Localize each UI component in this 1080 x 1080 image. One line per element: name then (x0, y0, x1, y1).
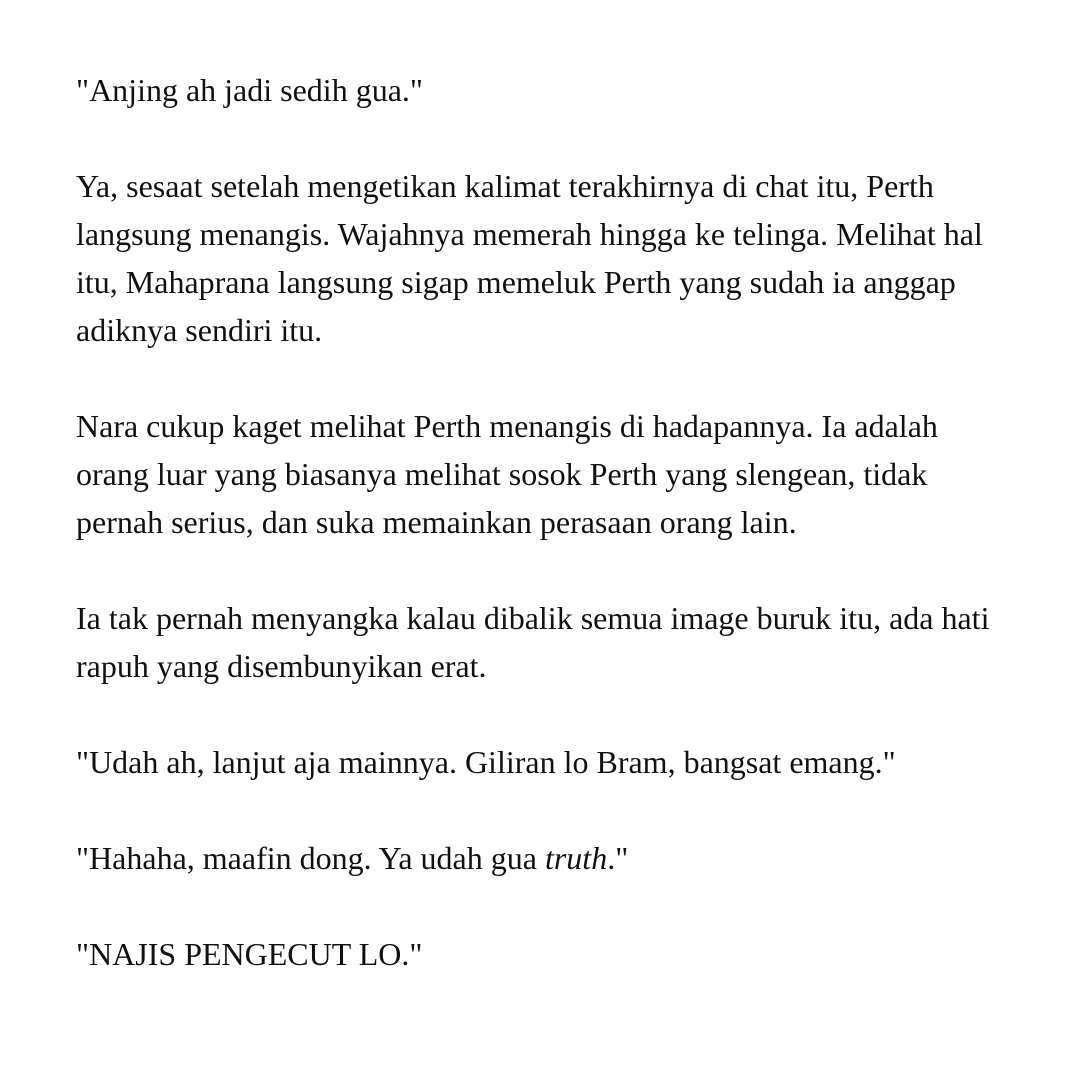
story-text (76, 66, 1016, 978)
paragraph-4: Ia tak pernah menyangka kalau dibalik semua image buruk itu, ada hati rapuh yang disembunyikan erat. (76, 600, 990, 684)
paragraph-1: "Anjing ah jadi sedih gua." (76, 72, 423, 108)
paragraph-6-italic-word: truth (544, 840, 608, 876)
paragraph-7: "NAJIS PENGECUT LO." (76, 936, 423, 972)
paragraph-6-text-before: "Hahaha, maafin dong. Ya udah gua (76, 840, 545, 876)
paragraph-3: Nara cukup kaget melihat Perth menangis di hadapannya. Ia adalah orang luar yang biasanya melihat sosok Perth yang slengean, tidak pernah serius, dan suka memainkan perasaan orang lain. (76, 408, 938, 540)
paragraph-5: "Udah ah, lanjut aja mainnya. Giliran lo Bram, bangsat emang." (76, 744, 896, 780)
paragraph-6 (76, 834, 1016, 882)
paragraph-2: Ya, sesaat setelah mengetikan kalimat terakhirnya di chat itu, Perth langsung menangis. Wajahnya memerah hingga ke telinga. Melihat hal itu, Mahaprana langsung sigap memeluk Perth yang sudah ia anggap adiknya sendiri itu. (76, 168, 983, 348)
paragraph-6-text-after: ." (607, 840, 629, 876)
